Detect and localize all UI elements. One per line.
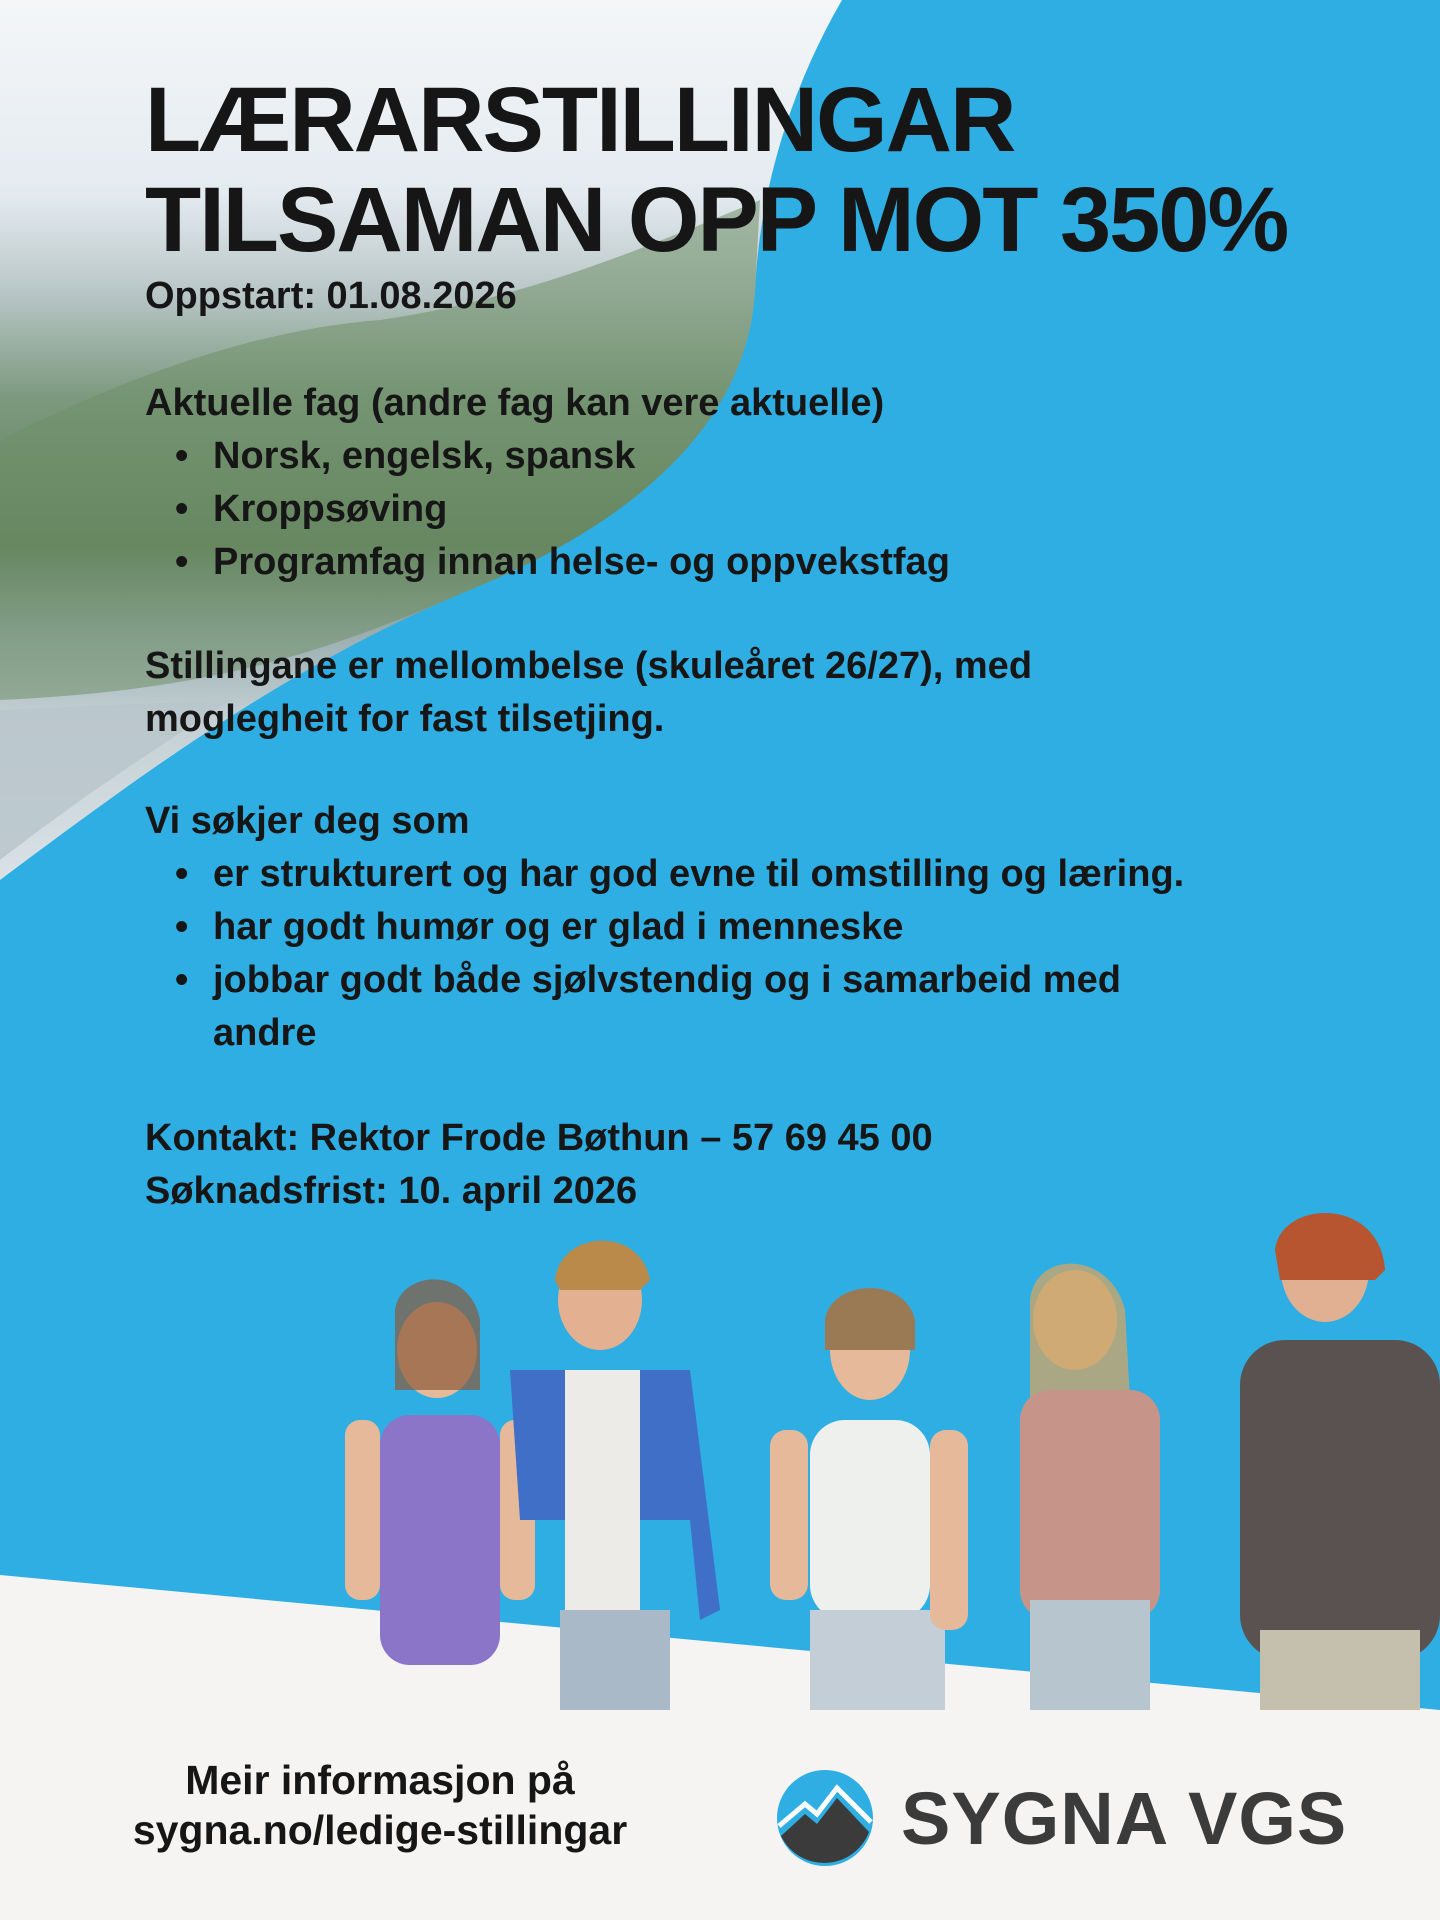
students-photo (0, 1190, 1440, 1710)
seek-item: • jobbar godt både sjølvstendig og i samarbeid med andre (145, 954, 1173, 1060)
more-info-line: Meir informasjon på (185, 1757, 575, 1803)
position-text-line-2: moglegheit for fast tilsetjing. (145, 698, 665, 740)
subjects-heading: Aktuelle fag (andre fag kan vere aktuelle) (145, 382, 885, 424)
subjects-section (145, 377, 950, 589)
title-line-1: LÆRARSTILLINGAR (145, 69, 1015, 171)
position-text (145, 640, 1032, 746)
contact-section (145, 1112, 933, 1218)
subject-item: • Kroppsøving (145, 483, 950, 536)
seek-section (145, 795, 1245, 1060)
mountain-circle-logo-icon (775, 1768, 875, 1868)
student-figure (510, 1241, 720, 1710)
title-line-2: TILSAMAN OPP MOT 350% (145, 169, 1288, 271)
student-figure (345, 1279, 535, 1665)
seek-item: • har godt humør og er glad i menneske (145, 901, 1245, 954)
more-info-url[interactable]: sygna.no/ledige-stillingar (132, 1807, 628, 1853)
more-info (110, 1755, 650, 1855)
student-figure (1240, 1213, 1440, 1710)
seek-list (145, 848, 1245, 1060)
sygna-logo (775, 1768, 1347, 1868)
student-figure (1020, 1264, 1160, 1710)
deadline-line: Søknadsfrist: 10. april 2026 (145, 1170, 638, 1212)
start-date: Oppstart: 01.08.2026 (145, 275, 517, 317)
seek-heading: Vi søkjer deg som (145, 800, 470, 842)
subject-item: • Programfag innan helse- og oppvekstfag (145, 536, 950, 589)
logo-text: SYGNA VGS (901, 1776, 1348, 1860)
poster-title (145, 70, 1287, 270)
position-text-line-1: Stillingane er mellombelse (skuleåret 26/27), med (145, 645, 1033, 687)
subjects-list (145, 430, 950, 589)
student-figure (770, 1288, 968, 1710)
seek-item: • er strukturert og har god evne til omstilling og læring. (145, 848, 1245, 901)
subject-item: • Norsk, engelsk, spansk (145, 430, 950, 483)
contact-line: Kontakt: Rektor Frode Bøthun – 57 69 45 00 (145, 1117, 933, 1159)
